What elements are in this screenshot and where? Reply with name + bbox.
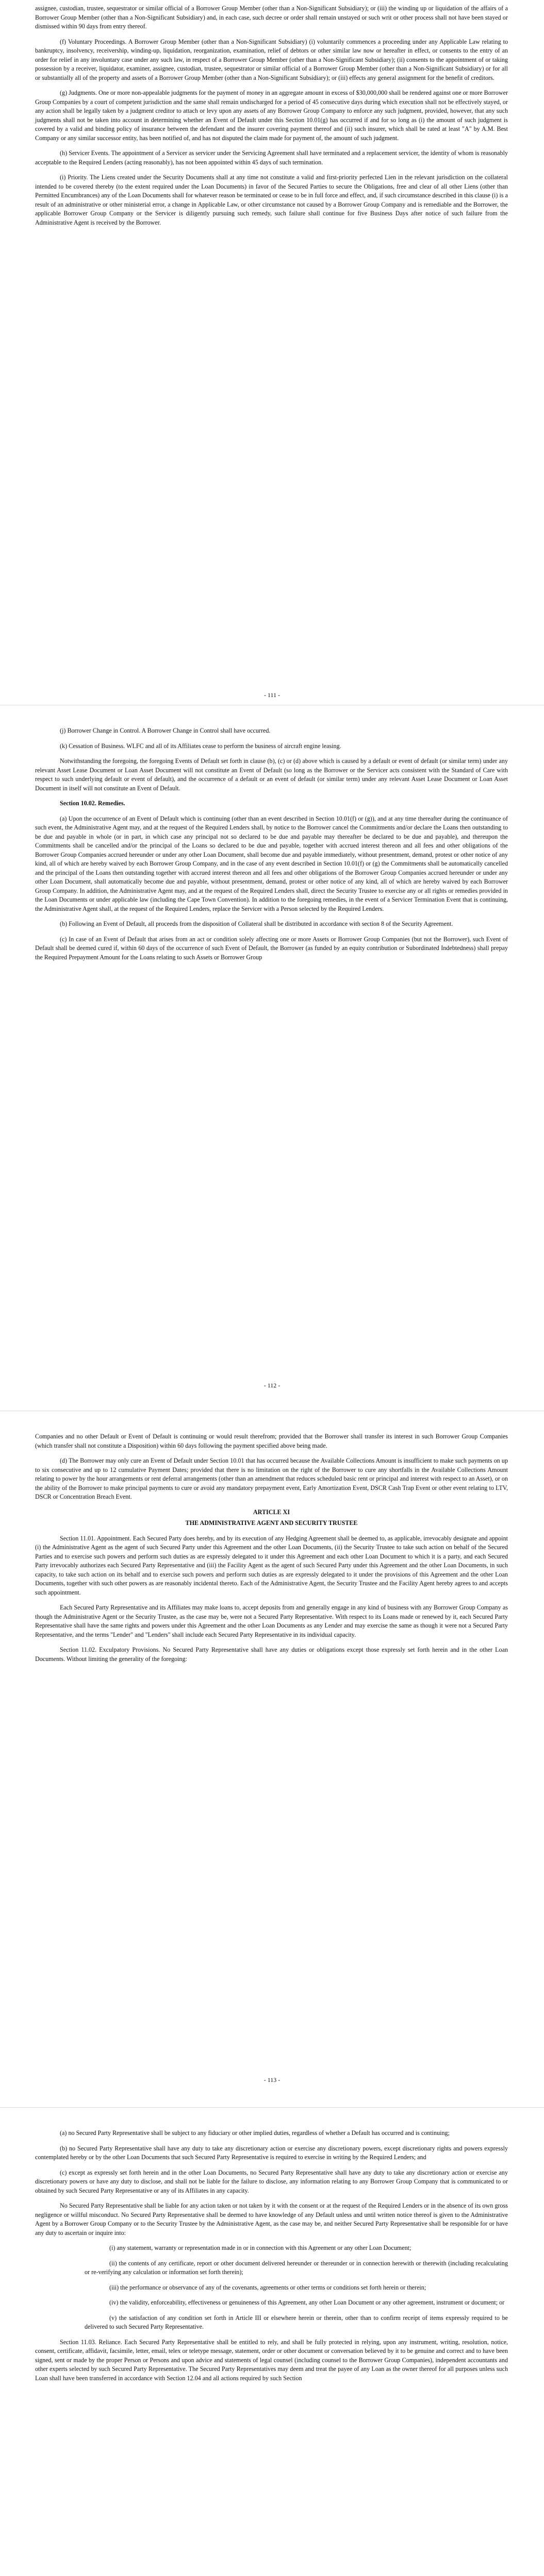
paragraph-appointment: Section 11.01. Appointment. Each Secured Party does hereby, and by its execution of any Hedging Agreement shall be deemed to, as applicable, irrevocably designate and appoint (i) the Administrative Agent as the agent of such Secured Party under this Agreement and the other Loan Documents, (ii) the Security Trustee to take such action on behalf of the Secured Parties and to exercise such powers and perform such duties as are expressly delegated to it under this Agreement and each other Loan Document to which it is a party, and each Secured Party irrevocably authorizes each Secured Party Representative and (iii) the Facility Agent as the agent of such Secured Party under this Agreement and the other Loan Documents, in such capacity, to take such action on its behalf and to exercise such powers and perform such duties as are expressly delegated to it under the provisions of this Agreement and the other Loan Documents, together with such other powers as are reasonably incidental thereto. Each of the Administrative Agent, the Security Trustee and the Facility Agent hereby agrees to and accepts such appointment.	[35, 1534, 508, 1596]
paragraph-item-iv: (iv) the validity, enforceability, effectiveness or genuineness of this Agreement, any other Loan Document or any other agreement, instrument or document; or	[109, 2299, 505, 2306]
paragraph-exculpatory: Section 11.02. Exculpatory Provisions. No Secured Party Representative shall have any duties or obligations except those expressly set forth herein and in the other Loan Documents. Without limiting the generality of the foregoing:	[35, 1646, 508, 1663]
paragraph-change-in-control: (j) Borrower Change in Control. A Borrower Change in Control shall have occurred.	[60, 727, 271, 734]
paragraph: Companies and no other Default or Event of Default is continuing or would result therefrom; provided that the Borrower shall transfer its interest in such Borrower Group Companies (which transfer shall not constitute a Disposition) within 60 days following the payment specified above being made.	[35, 1433, 508, 1449]
page-112-body	[35, 726, 508, 968]
paragraph-notwithstanding: Notwithstanding the foregoing, the foregoing Events of Default set forth in clause (b), (c) or (d) above which is caused by a default or event of default (or similar term) under any relevant Asset Lease Document or Loan Asset Document will not constitute an Event of Default (so long as the Borrower or the Servicer acts consistent with the Standard of Care with respect to such underlying default or event of default), and the occurrence of a default or an event of default (or similar term) under any relevant Asset Lease Document or Loan Asset Document in itself will not constitute an Event of Default.	[35, 757, 508, 792]
paragraph: assignee, custodian, trustee, sequestrator or similar official of a Borrower Group Member (other than a Non-Significant Subsidiary); or (iii) the winding up or liquidation of the affairs of a Borrower Group Member (other than a Non-Significant Subsidiary) and, in each case, such decree or order shall remain unstayed or such writ or other process shall not have been stayed or dismissed within 90 days from entry thereof.	[35, 5, 508, 30]
paragraph-judgments: (g) Judgments. One or more non-appealable judgments for the payment of money in an aggregate amount in excess of $30,000,000 shall be rendered against one or more Borrower Group Companies by a court of competent jurisdiction and the same shall remain undischarged for a period of 45 consecutive days during which execution shall not be effectively stayed, or any action shall be legally taken by a judgment creditor to attach or levy upon any assets of any Borrower Group Company to enforce any such judgment, provided, however, that any such judgments shall not be taken into account in determining whether an Event of Default under this Section 10.01(g) has occurred if and for so long as (i) the amount of such judgment is covered by a valid and binding policy of insurance between the defendant and the insurer covering payment thereof and (ii) such insurer, which shall be rated at least "A" by A.M. Best Company or any similar successor entity, has been notified of, and has not disputed the claim made for payment of, the amount of such judgment.	[35, 89, 508, 142]
paragraph-item-iii: (iii) the performance or observance of any of the covenants, agreements or other terms or conditions set forth herein or therein;	[109, 2283, 426, 2291]
paragraph-affiliates: Each Secured Party Representative and its Affiliates may make loans to, accept deposits from and generally engage in any kind of business with any Borrower Group Company as though the Administrative Agent or the Security Trustee, as the case may be, were not a Secured Party Representative. With respect to its Loans made or renewed by it, each Secured Party Representative shall have the same rights and powers under this Agreement and the other Loan Documents as any Lender and may exercise the same as though it were not a Secured Party Representative, and the terms "Lender" and "Lenders" shall include each Secured Party Representative in its individual capacity.	[35, 1604, 508, 1638]
article-heading: ARTICLE XI	[253, 1508, 290, 1516]
section-heading-remedies: Section 10.02. Remedies.	[60, 800, 125, 807]
paragraph-remedies-a: (a) Upon the occurrence of an Event of Default which is continuing (other than an event described in Section 10.01(f) or (g)), and at any time thereafter during the continuance of such event, the Administrative Agent may, and at the request of the Required Lenders shall, by notice to the Borrower cancel the Commitments and/or declare the Loans then outstanding to be due and payable in whole (or in part, in which case any principal not so declared to be due and payable may thereafter be declared to be due and payable), and thereupon the Commitments shall be cancelled and/or the principal of the Loans so declared to be due and payable, together with accrued interest thereon and all fees and other obligations of the Borrower Group Companies accrued hereunder or under any other Loan Document, shall become due and payable immediately, without presentment, demand, protest or other notice of any kind, all of which are hereby waived by each Borrower Group Company, and in the case of any event described in Section 10.01(f) or (g) the Commitments shall be automatically cancelled and the principal of the Loans then outstanding together with accrued interest thereon and all fees and other obligations of the Borrower Group Companies accrued hereunder or under any other Loan Document, shall automatically become due and payable, without presentment, demand, protest or other notice of any kind, all of which are hereby waived by each Borrower Group Company. In addition, the Administrative Agent may, and at the request of the Required Lenders shall, direct the Security Trustee to exercise any or all rights or remedies provided in the Loan Documents or under applicable law (including the Cape Town Convention). In addition to the foregoing remedies, in the event of a Servicer Termination Event that is continuing, the Administrative Agent shall, at the request of the Required Lenders, replace the Servicer with a Person selected by the Required Lenders.	[35, 815, 508, 912]
paragraph-cessation-of-business: (k) Cessation of Business. WLFC and all of its Affiliates cease to perform the business of aircraft engine leasing.	[60, 742, 341, 750]
page-divider	[0, 2107, 544, 2108]
paragraph-item-ii: (ii) the contents of any certificate, report or other document delivered hereunder or thereunder or in connection herewith or therewith (including recalculating or re-verifying any calculation or information set forth therein);	[85, 2259, 508, 2276]
paragraph-exculpatory-c: (c) except as expressly set forth herein and in the other Loan Documents, no Secured Party Representative shall have any duty to take any discretionary action or exercise any discretionary powers or have any duty to disclose, and shall not be liable for the failure to disclose, any information relating to any Borrower Group Company that is communicated to or obtained by such Secured Party Representative or any of its Affiliates in any capacity.	[35, 2168, 508, 2194]
article-title: THE ADMINISTRATIVE AGENT AND SECURITY TRUSTEE	[185, 1519, 358, 1527]
paragraph-exculpatory-b: (b) no Secured Party Representative shall have any duty to take any discretionary action or exercise any discretionary powers, except discretionary rights and powers expressly contemplated hereby or by the other Loan Documents that such Secured Party Representative is required to exercise in writing by the Required Lenders; and	[35, 2144, 508, 2161]
page-number: - 113 -	[263, 2076, 281, 2083]
paragraph-remedies-d: (d) The Borrower may only cure an Event of Default under Section 10.01 that has occurred because the Available Collections Amount is insufficient to make such payments on up to six consecutive and up to 12 cumulative Payment Dates; provided that there is no limitation on the right of the Borrower to cure any shortfalls in the Available Collections Amount relating to power by the hour arrangements or rent deferral arrangements (other than an amendment that reduces scheduled basic rent or principal and interest with respect to an Asset), or on the ability of the Borrower to make principal payments to cure or avoid any mandatory prepayment event, Early Amortization Event, DSCR Cash Trap Event or other event relating to LTV, DSCR or Concentration Breach Event.	[35, 1457, 508, 1500]
paragraph-voluntary-proceedings: (f) Voluntary Proceedings. A Borrower Group Member (other than a Non-Significant Subsidiary) (i) voluntarily commences a proceeding under any Applicable Law relating to bankruptcy, insolvency, receivership, winding-up, liquidation, reorganization, examination, relief of debtors or other similar law now or hereafter in effect, or consents to the entry of an order for relief in any involuntary case under any such law, in respect of a Borrower Group Member (other than a Non-Significant Subsidiary); (ii) consents to the appointment of or taking possession by a receiver, liquidator, examiner, assignee, custodian, trustee, sequestrator or similar official of a Borrower Group Member (other than a Non-Significant Subsidiary) or for all or substantially all of the property and assets of a Borrower Group Member (other than a Non-Significant Subsidiary); or (iii) effects any general assignment for the benefit of creditors.	[35, 38, 508, 81]
paragraph-remedies-c: (c) In case of an Event of Default that arises from an act or condition solely affecting one or more Assets or Borrower Group Companies (but not the Borrower), such Event of Default shall be deemed cured if, within 60 days of the occurrence of such Event of Default, the Borrower (as funded by an equity contribution or Subordinated Indebtedness) shall prepay the Required Prepayment Amount for the Loans relating to such Assets or Borrower Group	[35, 935, 508, 961]
paragraph-item-v: (v) the satisfaction of any condition set forth in Article III or elsewhere herein or therein, other than to confirm receipt of items expressly required to be delivered to such Secured Party Representative.	[85, 2314, 508, 2330]
paragraph-reliance: Section 11.03. Reliance. Each Secured Party Representative shall be entitled to rely, and shall be fully protected in relying, upon any instrument, writing, resolution, notice, consent, certificate, affidavit, facsimile, letter, email, telex or teletype message, statement, order or other document or conversation believed by it to be genuine and correct and to have been signed, sent or made by the proper Person or Persons and upon advice and statements of legal counsel (including counsel to the Borrower Group Companies), independent accountants and other experts selected by such Secured Party Representative. The Secured Party Representatives may deem and treat the payee of any Loan as the owner thereof for all purposes unless such Loan shall have been transferred in accordance with Section 12.04 and all actions required by such Section	[35, 2338, 508, 2382]
paragraph-remedies-b: (b) Following an Event of Default, all proceeds from the disposition of Collateral shall be distributed in accordance with section 8 of the Security Agreement.	[60, 920, 453, 927]
page-114-body	[35, 2129, 508, 2389]
paragraph-liability: No Secured Party Representative shall be liable for any action taken or not taken by it with the consent or at the request of the Required Lenders or in the absence of its own gross negligence or willful misconduct. No Secured Party Representative shall be deemed to have knowledge of any Default unless and until written notice thereof is given to the Administrative Agent by a Borrower Group Company or to the Security Trustee by the Administrative Agent, as the case may be, and neither Secured Party Representative shall be responsible for or have any duty to ascertain or inquire into:	[35, 2202, 508, 2236]
page-113-body	[35, 1432, 508, 1670]
page-111-body	[35, 4, 508, 233]
page-number: - 111 -	[263, 691, 281, 699]
paragraph-exculpatory-a: (a) no Secured Party Representative shall be subject to any fiduciary or other implied duties, regardless of whether a Default has occurred and is continuing;	[60, 2129, 450, 2137]
paragraph-priority: (i) Priority. The Liens created under the Security Documents shall at any time not constitute a valid and first-priority perfected Lien in the relevant jurisdiction on the collateral intended to be covered thereby (to the extent required under the Loan Documents) in favor of the Secured Parties to secure the Obligations, free and clear of all other Liens (other than Permitted Encumbrances) any of the Loan Documents shall for whatever reason be terminated or cease to be in full force and effect, and, if such circumstance described in this clause (i) is a result of an administrative or other ministerial error, a change in Applicable Law, or other circumstance not caused by a Borrower Group Company and is remediable and the Borrower, the applicable Borrower Group Company or the Servicer is diligently pursuing such remedy, such failure shall continue for five Business Days after notice of such failure from the Administrative Agent is received by the Borrower.	[35, 174, 508, 226]
paragraph-item-i: (i) any statement, warranty or representation made in or in connection with this Agreement or any other Loan Document;	[109, 2244, 411, 2251]
page-number: - 112 -	[263, 1382, 281, 1389]
paragraph-servicer-events: (h) Servicer Events. The appointment of a Servicer as servicer under the Servicing Agreement shall have terminated and a replacement servicer, the identity of whom is reasonably acceptable to the Required Lenders (acting reasonably), has not been appointed within 45 days of such termination.	[35, 149, 508, 166]
